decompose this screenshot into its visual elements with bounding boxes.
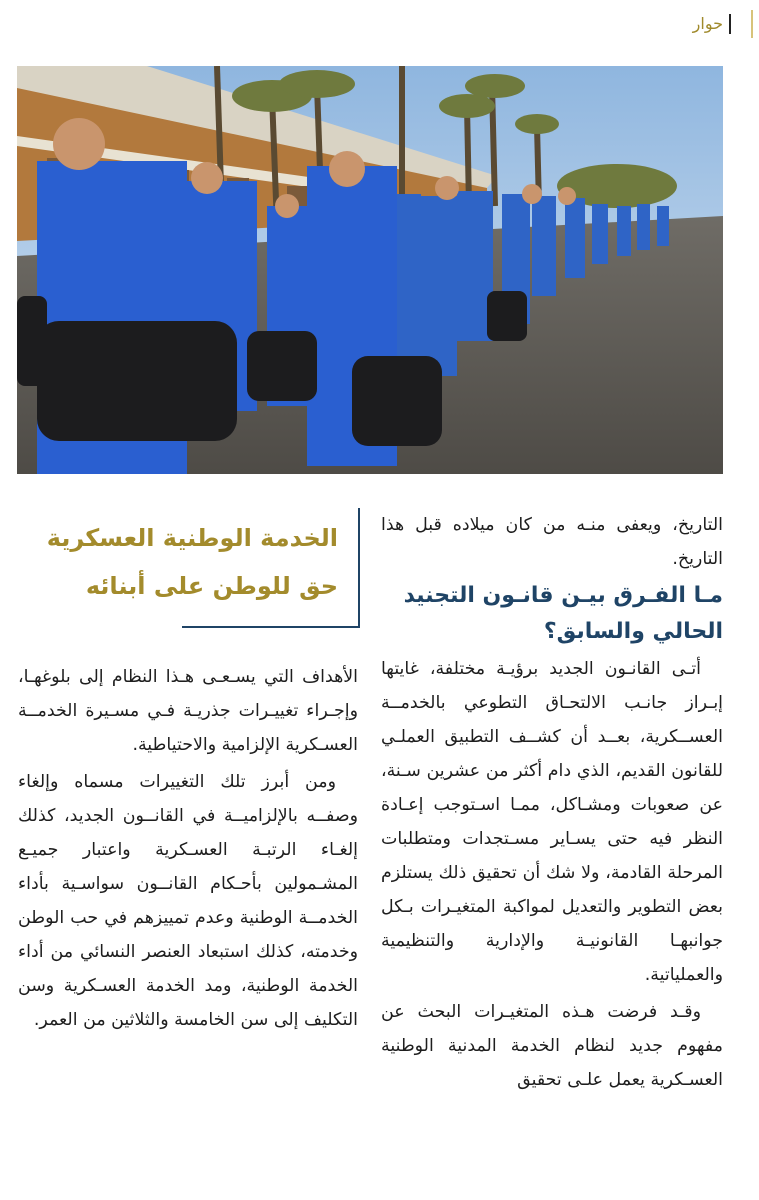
feature-title: الخدمة الوطنية العسكرية — [46, 524, 338, 552]
article-photo — [17, 66, 723, 474]
feature-callout — [0, 508, 358, 628]
right-column — [381, 508, 723, 1097]
page-edge-mark — [751, 10, 759, 38]
right-paragraph-3: وقـد فرضت هـذه المتغيـرات البحث عن مفهوم جديد لنظام الخدمة المدنية الوطنية العسـكرية يعمل علـى تحقيق — [381, 1002, 723, 1090]
question-heading: مـا الفـرق بيـن قانـون التجنيد الحالي والسابق؟ — [403, 583, 723, 644]
photo-recruits-marching-icon — [17, 66, 723, 474]
left-paragraph-1: الأهداف التي يسـعـى هـذا النظام إلى بلوغهـا، وإجـراء تغييـرات جذريـة فـي مسـيرة الخدمــة العسـكرية الإلزامية والاحتياطية. — [18, 667, 358, 755]
section-label: حوار — [692, 14, 723, 33]
right-paragraph-1: التاريخ، ويعفى منـه من كان ميلاده قبل هذا التاريخ. — [381, 515, 723, 569]
left-column — [18, 660, 358, 1037]
right-paragraph-2: أتـى القانـون الجديد برؤيـة مختلفة، غايتها إبـراز جانـب الالتحـاق التطوعي بالخدمــة العســكرية، بعــد أن كشــف التطبيق العملـي للقانون القديم، الذي دام أكثر من عشرين سـنة، عن صعوبات ومشـاكل، ممـا اسـتوجب إعـادة النظر فيه حتى يسـاير مسـتجدات ومتطلبات المرحلة القادمة، ولا شك أن تحقيق ذلك يستلزم بعض التطوير والتعديل لمواكبة المتغيـرات بـكل جوانبهـا القانونيـة والإدارية والتنظيمية والعملياتية. — [381, 659, 723, 985]
feature-subtitle: حق للوطن على أبنائه — [85, 572, 338, 600]
section-tag — [689, 10, 759, 38]
left-paragraph-2: ومن أبرز تلك التغييرات مسماه وإلغاء وصفــه بالإلزاميــة في القانــون الجديد، كذلك إلغـاء الرتبـة العسـكرية واعتبار جميـع المشـمولين بأحـكام القانــون سواسـية بأداء الخدمــة الوطنية وعدم تمييزهم في حب الوطن وخدمته، كذلك استبعاد العنصر النسائي من أداء الخدمة الوطنية، ومد الخدمة العسـكرية وسن التكليف إلى سن الخامسة والثلاثين من العمر. — [18, 772, 358, 1030]
section-divider — [729, 14, 731, 34]
